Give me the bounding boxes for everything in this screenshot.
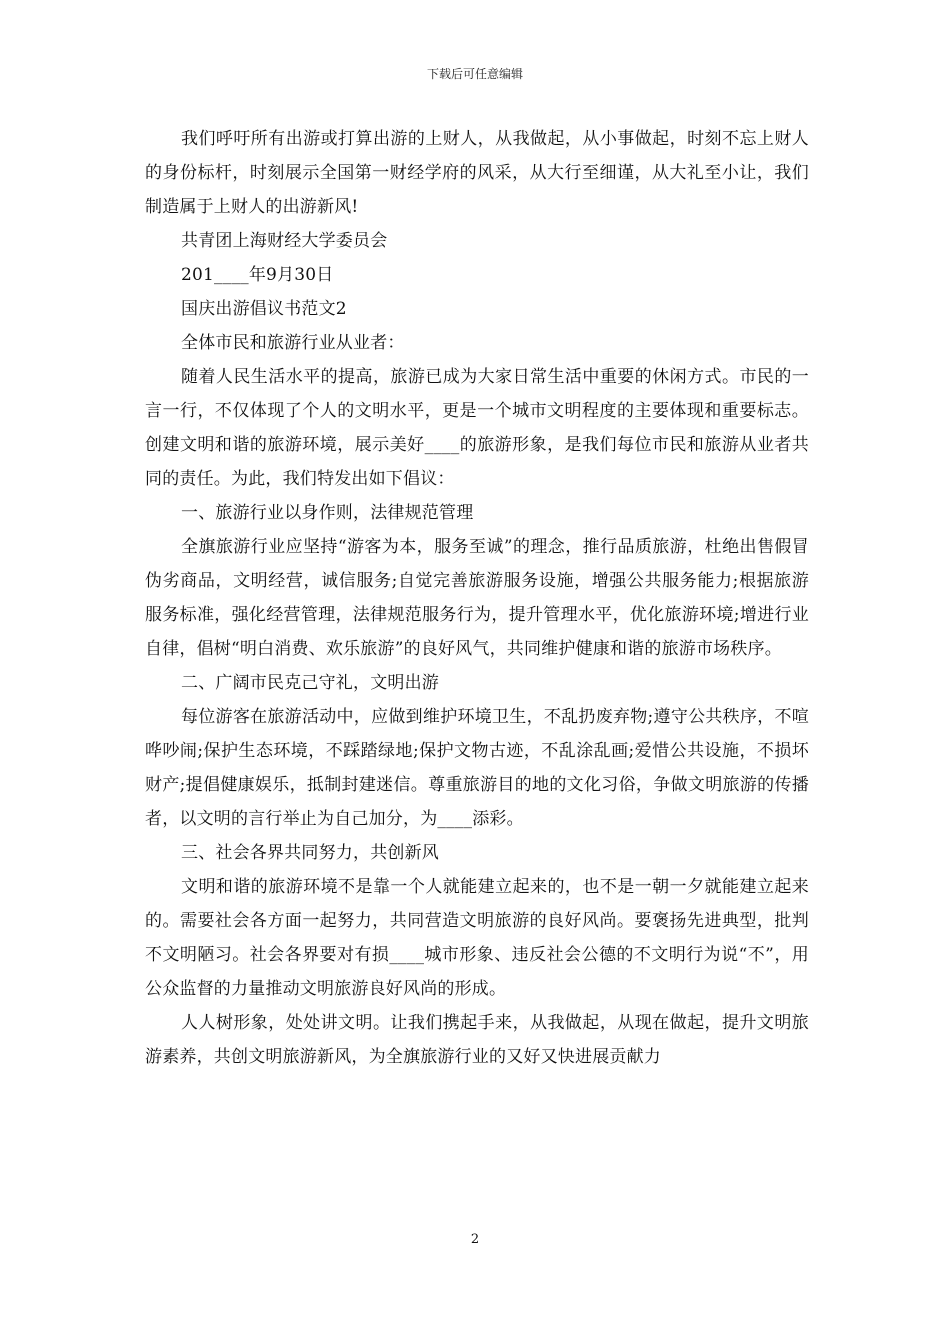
heading-one: 一、旅游行业以身作则，法律规范管理 xyxy=(181,503,474,523)
paragraph-society: 文明和谐的旅游环境不是靠一个人就能建立起来的，也不是一朝一夕就能建立起来的。需要社会各方面一起努力，共同营造文明旅游的良好风尚。要褒扬先进典型，批判不文明陋习。社会各界要对有损____城市形象、违反社会公德的不文明行为说“不”，用公众监督的力量推动文明旅游良好风尚的形成。 xyxy=(145,877,809,999)
signature-organization: 共青团上海财经大学委员会 xyxy=(181,231,388,251)
heading-two: 二、广阔市民克己守礼，文明出游 xyxy=(181,673,439,693)
salutation: 全体市民和旅游行业从业者： xyxy=(181,333,405,353)
paragraph-closing-call: 我们呼吁所有出游或打算出游的上财人，从我做起，从小事做起，时刻不忘上财人的身份标杆，时刻展示全国第一财经学府的风采，从大行至细谨，从大礼至小让，我们制造属于上财人的出游新风! xyxy=(145,129,809,217)
page-header: 下载后可任意编辑 xyxy=(426,67,523,81)
paragraph-intro: 随着人民生活水平的提高，旅游已成为大家日常生活中重要的休闲方式。市民的一言一行，不仅体现了个人的文明水平，更是一个城市文明程度的主要体现和重要标志。创建文明和谐的旅游环境，展示美好____的旅游形象，是我们每位市民和旅游从业者共同的责任。为此，我们特发出如下倡议： xyxy=(145,367,809,489)
document-body xyxy=(145,122,809,1074)
section-title: 国庆出游倡议书范文2 xyxy=(181,299,347,319)
paragraph-industry: 全旗旅游行业应坚持“游客为本，服务至诚”的理念，推行品质旅游，杜绝出售假冒伪劣商品，文明经营，诚信服务;自觉完善旅游服务设施，增强公共服务能力;根据旅游服务标准，强化经营管理，法律规范服务行为，提升管理水平，优化旅游环境;增进行业自律，倡树“明白消费、欢乐旅游”的良好风气，共同维护健康和谐的旅游市场秩序。 xyxy=(145,537,809,659)
heading-three: 三、社会各界共同努力，共创新风 xyxy=(181,843,439,863)
signature-date: 201____年9月30日 xyxy=(181,265,334,285)
paragraph-citizens: 每位游客在旅游活动中，应做到维护环境卫生，不乱扔废弃物;遵守公共秩序，不喧哗吵闹;保护生态环境，不踩踏绿地;保护文物古迹，不乱涂乱画;爱惜公共设施，不损坏财产;提倡健康娱乐，抵制封建迷信。尊重旅游目的地的文化习俗，争做文明旅游的传播者，以文明的言行举止为自己加分，为____添彩。 xyxy=(145,707,809,829)
page-number: 2 xyxy=(470,1232,480,1247)
paragraph-conclusion: 人人树形象，处处讲文明。让我们携起手来，从我做起，从现在做起，提升文明旅游素养，共创文明旅游新风，为全旗旅游行业的又好又快进展贡献力 xyxy=(145,1013,809,1067)
